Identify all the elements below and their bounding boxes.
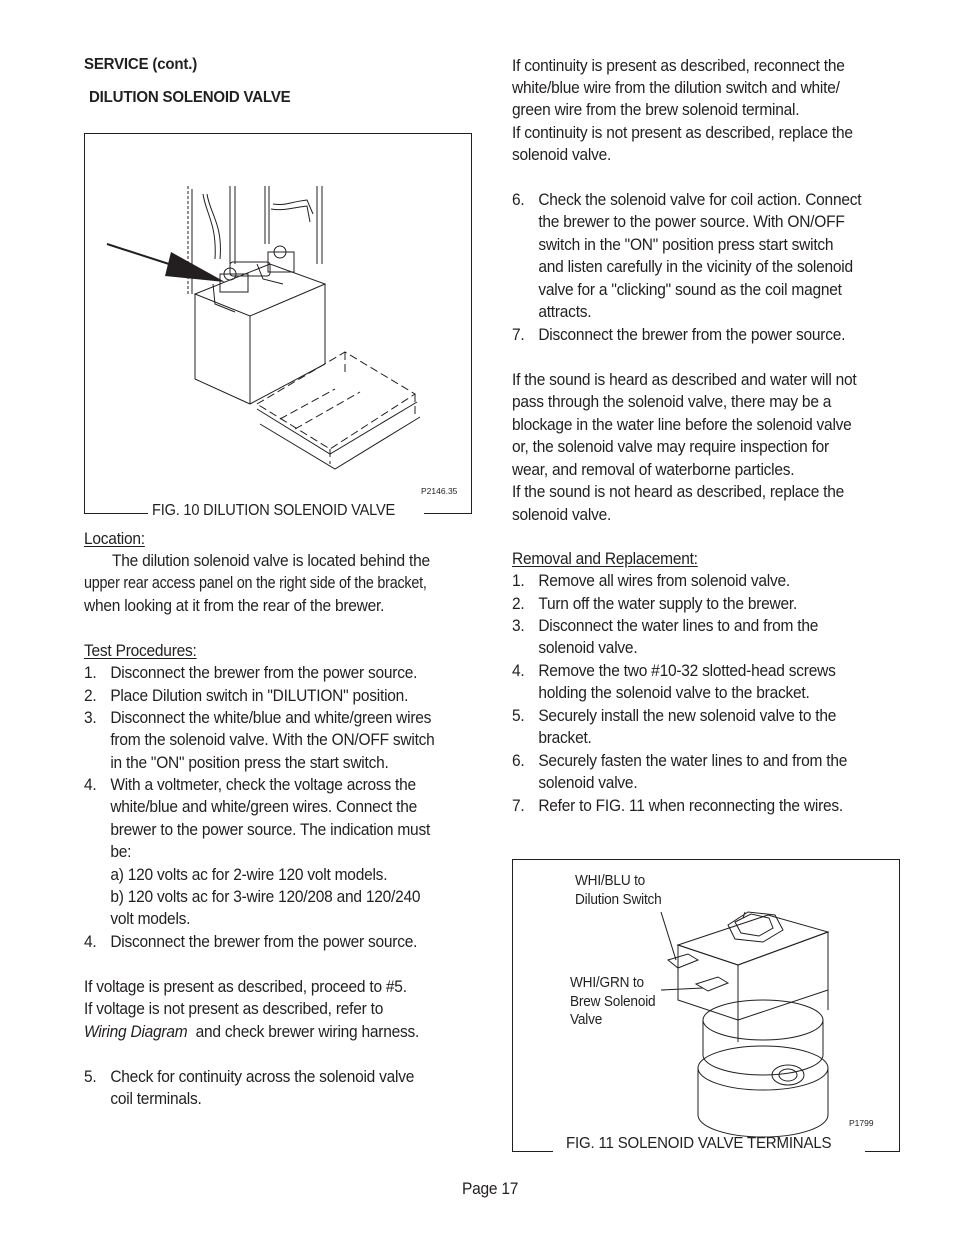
fig11-label-grn: WHI/GRN to Brew Solenoid Valve — [570, 975, 656, 1028]
sound-line: If the sound is not heard as described, replace the — [512, 483, 845, 501]
page-number: Page 17 — [462, 1180, 519, 1198]
fig11-code: P1799 — [849, 1118, 874, 1128]
location-heading: Location: — [84, 530, 145, 548]
sound-line: solenoid valve. — [512, 506, 612, 524]
wiring-diagram-ref: Wiring Diagram — [84, 1023, 188, 1041]
fig11-label-blu: WHI/BLU to Dilution Switch — [575, 873, 662, 908]
subsection-heading: DILUTION SOLENOID VALVE — [89, 89, 291, 106]
sound-line: wear, and removal of waterborne particles. — [512, 461, 795, 479]
sound-line: pass through the solenoid valve, there may be a — [512, 393, 832, 411]
fig10-code: P2146.35 — [421, 486, 458, 496]
continuity-line: solenoid valve. — [512, 146, 612, 164]
sound-line: If the sound is heard as described and water will not — [512, 371, 857, 389]
test-heading: Test Procedures: — [84, 642, 197, 660]
location-line: upper rear access panel on the right side of the bracket, — [84, 574, 427, 592]
voltage-present-text: If voltage is present as described, proceed to #5. — [84, 978, 407, 996]
wiring-ref-tail: and check brewer wiring harness. — [195, 1023, 420, 1041]
continuity-line: If continuity is not present as described, replace the — [512, 124, 853, 142]
sound-line: or, the solenoid valve may require inspection for — [512, 438, 829, 456]
removal-heading: Removal and Replacement: — [512, 550, 698, 568]
voltage-absent-text: If voltage is not present as described, refer to — [84, 1000, 384, 1018]
location-line: The dilution solenoid valve is located behind the — [112, 552, 430, 570]
fig10-illustration — [85, 134, 469, 512]
wiring-ref-line — [84, 1021, 419, 1043]
sound-line: blockage in the water line before the solenoid valve — [512, 416, 852, 434]
location-line: when looking at it from the rear of the brewer. — [84, 597, 385, 615]
section-heading: SERVICE (cont.) — [84, 56, 198, 73]
continuity-line: white/blue wire from the dilution switch and white/ — [512, 79, 840, 97]
fig10-caption: FIG. 10 DILUTION SOLENOID VALVE — [152, 502, 396, 519]
continuity-line: If continuity is present as described, reconnect the — [512, 57, 845, 75]
continuity-line: green wire from the brew solenoid terminal. — [512, 101, 800, 119]
fig11-caption: FIG. 11 SOLENOID VALVE TERMINALS — [566, 1135, 832, 1152]
